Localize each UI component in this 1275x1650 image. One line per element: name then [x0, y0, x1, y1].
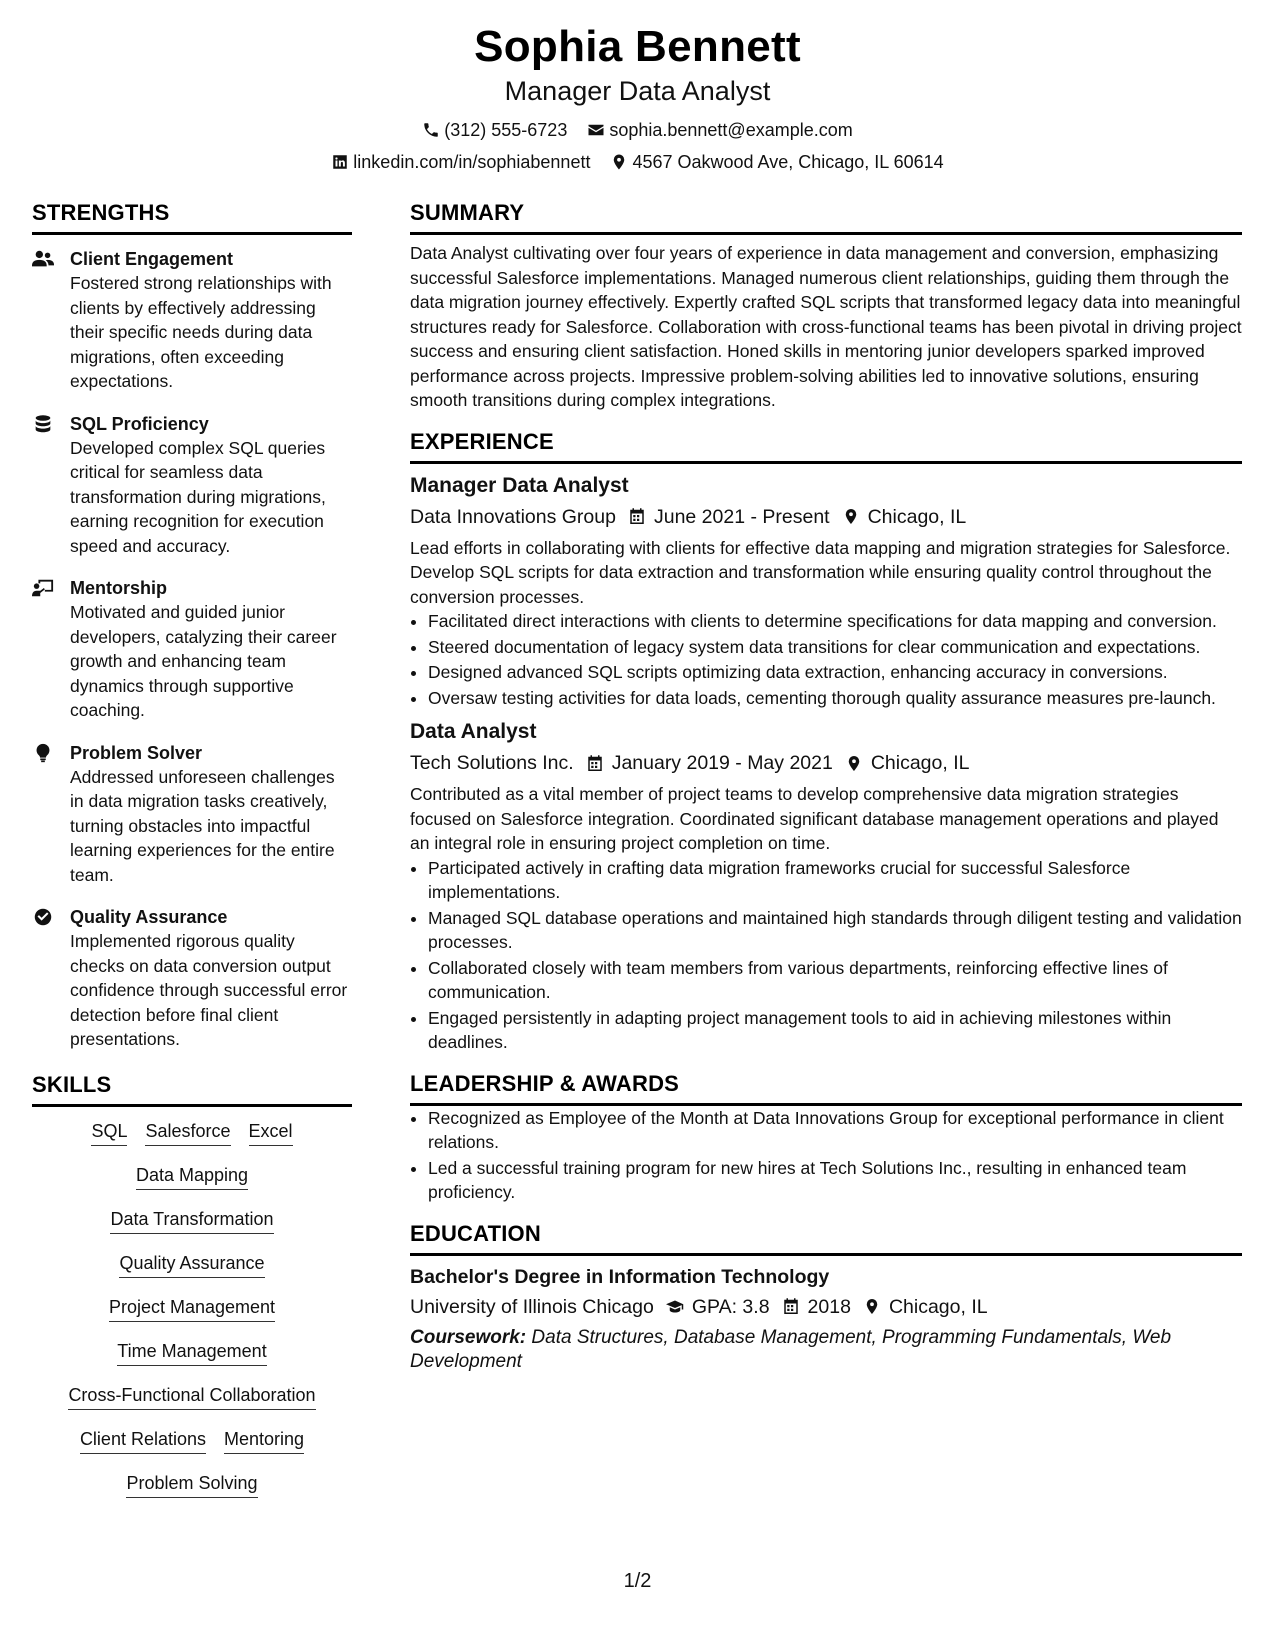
email-text[interactable]: sophia.bennett@example.com: [609, 120, 853, 140]
job-bullets: [410, 856, 1242, 1055]
skill-row: [32, 1295, 352, 1322]
strength-title: SQL Proficiency: [70, 413, 209, 434]
skills-heading: SKILLS: [32, 1070, 352, 1107]
linkedin-text[interactable]: linkedin.com/in/sophiabennett: [353, 152, 591, 172]
phone-text: (312) 555-6723: [444, 120, 568, 140]
job-bullet: • Facilitated direct interactions with clients to determine specifications for data mapping and conversion.: [428, 609, 1242, 634]
skill-tag: Data Mapping: [136, 1163, 248, 1190]
map-marker-icon: [610, 153, 628, 171]
linkedin-contact[interactable]: [331, 150, 590, 174]
calendar-icon: [628, 507, 646, 526]
strengths-heading: STRENGTHS: [32, 198, 352, 235]
skill-row: [32, 1383, 352, 1410]
gpa: [666, 1292, 770, 1322]
job-bullet: • Engaged persistently in adapting project management tools to aid in achieving milestones within deadlines.: [428, 1006, 1242, 1055]
job-location: [842, 502, 967, 532]
summary-heading: SUMMARY: [410, 198, 1242, 235]
coursework: [410, 1326, 1242, 1374]
resume-header: [0, 22, 1275, 174]
graduation-year-text: 2018: [807, 1295, 851, 1318]
map-marker-icon: [863, 1297, 881, 1316]
strength-title: Mentorship: [70, 578, 167, 598]
job-description: Contributed as a vital member of project teams to develop comprehensive data migration strategies focused on Salesforce integration. Coordinated significant database management operations and played an integral role in ensuring project completion on time.: [410, 784, 1219, 853]
chalkboard-teacher-icon: [32, 576, 70, 723]
job-bullet: • Collaborated closely with team members from various departments, reinforcing effective lines of communication.: [428, 956, 1242, 1005]
candidate-name: Sophia Bennett: [474, 22, 801, 71]
coursework-label: Coursework:: [410, 1326, 527, 1348]
check-circle-icon: [32, 905, 70, 1052]
strength-item: [32, 741, 352, 888]
skill-tag: Data Transformation: [110, 1207, 273, 1234]
candidate-title: Manager Data Analyst: [504, 76, 771, 106]
leadership-list: [410, 1106, 1242, 1205]
skill-tag: Problem Solving: [126, 1471, 257, 1498]
contact-row-2: [0, 150, 1275, 174]
strength-description: Implemented rigorous quality checks on data conversion output confidence through successful error detection before final client presentations.: [70, 931, 348, 1049]
skill-tag: Mentoring: [224, 1427, 304, 1454]
strength-description: Developed complex SQL queries critical for seamless data transformation during migrations, earning recognition for execution speed and accuracy.: [70, 437, 326, 556]
job-bullet: • Managed SQL database operations and maintained high standards through diligent testing and validation processes.: [428, 906, 1242, 955]
job-bullet: • Oversaw testing activities for data loads, cementing thorough quality assurance measures pre-launch.: [428, 686, 1242, 711]
job-dates: [586, 748, 833, 778]
skill-row: [32, 1207, 352, 1234]
skill-tag: Excel: [249, 1119, 293, 1146]
leadership-item: • Recognized as Employee of the Month at Data Innovations Group for exceptional performance in client relations.: [428, 1106, 1242, 1155]
lightbulb-icon: [32, 741, 70, 888]
education-meta: [410, 1292, 1242, 1322]
job-location-text: Chicago, IL: [867, 505, 967, 528]
gpa-text: GPA: 3.8: [691, 1295, 770, 1318]
calendar-icon: [586, 754, 604, 773]
skill-row: [32, 1471, 352, 1498]
job-dates-text: January 2019 - May 2021: [611, 752, 833, 774]
phone-icon: [422, 121, 440, 139]
phone-contact: [422, 118, 567, 142]
strength-item: [32, 905, 352, 1052]
calendar-icon: [782, 1297, 800, 1316]
job-entry: [410, 718, 1242, 1055]
job-bullets: [410, 609, 1242, 710]
leadership-item: • Led a successful training program for new hires at Tech Solutions Inc., resulting in enhanced team proficiency.: [428, 1156, 1242, 1205]
skill-tag: Cross-Functional Collaboration: [68, 1383, 315, 1410]
skill-row: [32, 1119, 352, 1146]
education-location: [863, 1292, 988, 1322]
strength-title: Quality Assurance: [70, 907, 228, 927]
strength-item: [32, 412, 352, 559]
left-column: [32, 198, 352, 1515]
linkedin-icon: [331, 153, 349, 171]
strength-description: Fostered strong relationships with clients by effectively addressing their specific needs during data migrations, often exceeding expectations.: [70, 273, 332, 391]
job-entry: [410, 472, 1242, 711]
job-bullet: • Participated actively in crafting data migration frameworks crucial for successful Salesforce implementations.: [428, 856, 1242, 905]
job-meta: [410, 502, 1242, 532]
job-location-text: Chicago, IL: [870, 752, 970, 774]
email-contact[interactable]: [587, 118, 852, 142]
job-location: [845, 748, 970, 778]
company-name: Tech Solutions Inc.: [410, 752, 574, 774]
job-title: Manager Data Analyst: [410, 473, 629, 497]
summary-text: Data Analyst cultivating over four years of experience in data management and conversion, emphasizing successful Salesforce implementations. Managed numerous client relationships, guiding them through the data migration journey effectively. Expertly crafted SQL scripts that transformed legacy data into meaningful structures ready for Salesforce. Collaboration with cross-functional teams has been pivotal in driving project success and ensuring client satisfaction. Honed skills in mentoring junior developers sparked improved performance across projects. Impressive problem-solving abilities led to innovative solutions, ensuring smooth transitions during complex integrations.: [410, 243, 1242, 410]
coursework-text: Data Structures, Database Management, Programming Fundamentals, Web Development: [410, 1326, 1172, 1372]
map-marker-icon: [842, 507, 860, 526]
strength-title: Client Engagement: [70, 249, 234, 269]
map-marker-icon: [845, 754, 863, 773]
users-icon: [32, 247, 70, 394]
leadership-heading: LEADERSHIP & AWARDS: [410, 1069, 1242, 1106]
skill-row: [32, 1339, 352, 1366]
skill-tag: Quality Assurance: [119, 1251, 264, 1278]
address-text: 4567 Oakwood Ave, Chicago, IL 60614: [632, 152, 944, 172]
job-bullet: • Designed advanced SQL scripts optimizing data extraction, enhancing accuracy in conversions.: [428, 660, 1242, 685]
right-column: [410, 198, 1242, 1374]
skill-tag: Time Management: [117, 1339, 266, 1366]
job-description: Lead efforts in collaborating with clients for effective data mapping and migration strategies for Salesforce. Develop SQL scripts for data extraction and transformation while ensuring quality control throughout the conversion processes.: [410, 537, 1231, 607]
strength-item: [32, 576, 352, 723]
job-title: Data Analyst: [410, 720, 537, 743]
envelope-icon: [587, 121, 605, 139]
degree-title: Bachelor's Degree in Information Technology: [410, 1265, 830, 1288]
database-icon: [32, 412, 70, 559]
contact-row-1: [0, 118, 1275, 142]
job-bullet: • Steered documentation of legacy system data transitions for clear communication and expectations.: [428, 635, 1242, 660]
job-dates: [628, 502, 830, 532]
address-contact: [610, 150, 943, 174]
skill-tag: Client Relations: [80, 1427, 206, 1454]
graduation-year: [782, 1292, 851, 1322]
company-name: Data Innovations Group: [410, 505, 616, 528]
skill-row: [32, 1427, 352, 1454]
page-number: 1/2: [623, 1570, 652, 1592]
skill-row: [32, 1251, 352, 1278]
skills-list: [32, 1119, 352, 1498]
strength-item: [32, 247, 352, 394]
skill-tag: SQL: [91, 1119, 127, 1146]
skill-tag: Project Management: [109, 1295, 275, 1322]
strength-description: Addressed unforeseen challenges in data migration tasks creatively, turning obstacles into impactful learning experiences for the entire team.: [70, 766, 335, 885]
education-heading: EDUCATION: [410, 1219, 1242, 1256]
strength-title: Problem Solver: [70, 742, 203, 763]
strength-description: Motivated and guided junior developers, catalyzing their career growth and enhancing team dynamics through supportive coaching.: [70, 602, 337, 720]
school-name: University of Illinois Chicago: [410, 1295, 654, 1318]
job-meta: [410, 748, 1242, 778]
graduation-cap-icon: [666, 1297, 684, 1316]
skill-row: [32, 1163, 352, 1190]
job-dates-text: June 2021 - Present: [653, 505, 830, 528]
strengths-list: [32, 247, 352, 1052]
skill-tag: Salesforce: [145, 1119, 230, 1146]
experience-heading: EXPERIENCE: [410, 427, 1242, 464]
education-location-text: Chicago, IL: [888, 1295, 988, 1318]
